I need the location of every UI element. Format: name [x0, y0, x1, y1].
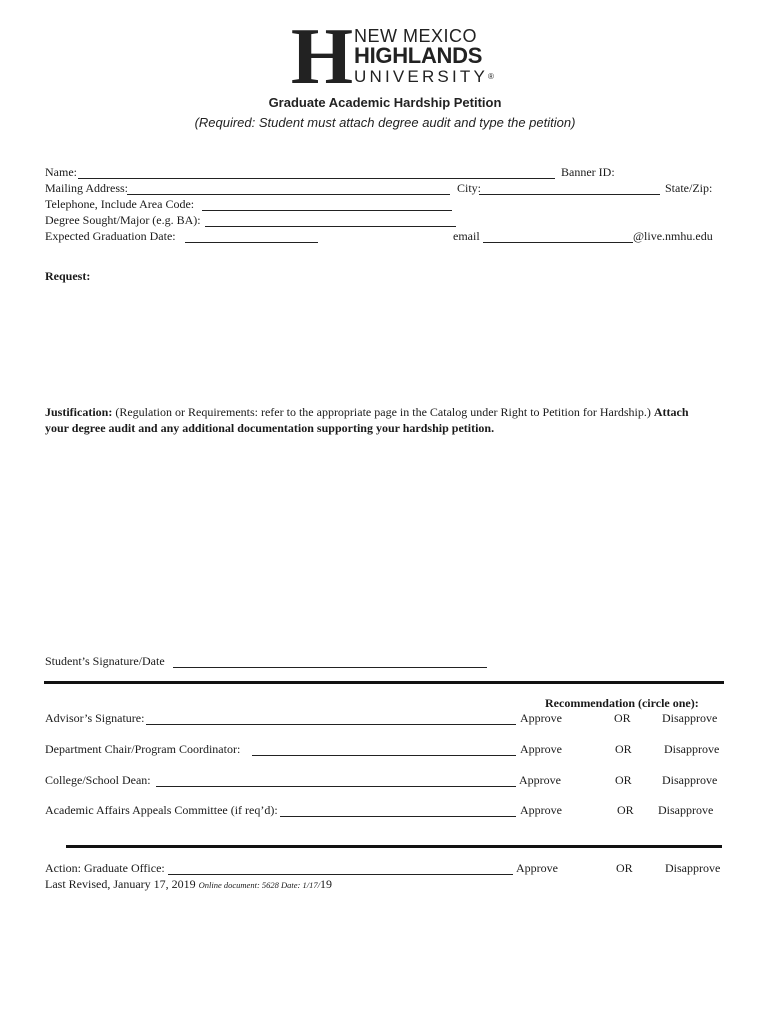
degree-label: Degree Sought/Major (e.g. BA):: [45, 213, 201, 227]
recommendation-header: Recommendation (circle one):: [545, 696, 699, 710]
footer: [45, 877, 332, 892]
justification-attach: Attach: [653, 405, 689, 419]
or-text: OR: [615, 742, 632, 756]
disapprove-option[interactable]: Disapprove: [658, 803, 714, 817]
disapprove-option[interactable]: Disapprove: [662, 711, 718, 725]
section-divider: [44, 681, 724, 684]
name-label: Name:: [45, 165, 77, 179]
logo-line-3: [354, 68, 494, 85]
approval-label: Advisor’s Signature:: [45, 711, 145, 725]
online-document: Online document: 5628 Date: 1/17/: [198, 880, 320, 890]
logo-initial: H: [290, 13, 352, 101]
last-revised: Last Revised, January 17, 2019: [45, 877, 196, 891]
mailing-address-field[interactable]: [127, 194, 450, 195]
degree-field[interactable]: [205, 226, 456, 227]
approve-option[interactable]: Approve: [516, 861, 558, 875]
student-signature-field[interactable]: [173, 667, 487, 668]
justification-label: Justification:: [45, 405, 113, 419]
form-subtitle: (Required: Student must attach degree audit and type the petition): [194, 115, 576, 130]
disapprove-option[interactable]: Disapprove: [662, 773, 718, 787]
request-label: Request:: [45, 269, 91, 283]
form-title: Graduate Academic Hardship Petition: [268, 95, 502, 110]
advisor-signature-field[interactable]: [146, 724, 516, 725]
department-chair-signature-field[interactable]: [252, 755, 516, 756]
name-field[interactable]: [78, 178, 555, 179]
approval-label: Academic Affairs Appeals Committee (if req’d):: [45, 803, 278, 817]
appeals-committee-signature-field[interactable]: [280, 816, 516, 817]
state-zip-label: State/Zip:: [665, 181, 713, 195]
disapprove-option[interactable]: Disapprove: [665, 861, 721, 875]
action-label: Action: Graduate Office:: [45, 861, 165, 875]
graduate-office-signature-field[interactable]: [168, 874, 513, 875]
or-text: OR: [614, 711, 631, 725]
approve-option[interactable]: Approve: [520, 742, 562, 756]
approve-option[interactable]: Approve: [519, 773, 561, 787]
telephone-field[interactable]: [202, 210, 452, 211]
logo-registered-mark: ®: [488, 72, 494, 81]
email-domain: @live.nmhu.edu: [633, 229, 713, 243]
section-divider-2: [66, 845, 722, 848]
mailing-address-label: Mailing Address:: [45, 181, 128, 195]
city-field[interactable]: [479, 194, 660, 195]
graduation-date-field[interactable]: [185, 242, 318, 243]
or-text: OR: [617, 803, 634, 817]
or-text: OR: [616, 861, 633, 875]
approve-option[interactable]: Approve: [520, 803, 562, 817]
approve-option[interactable]: Approve: [520, 711, 562, 725]
dean-signature-field[interactable]: [156, 786, 516, 787]
disapprove-option[interactable]: Disapprove: [664, 742, 720, 756]
email-field[interactable]: [483, 242, 633, 243]
justification-line-2: your degree audit and any additional documentation supporting your hardship petition.: [45, 421, 495, 435]
logo-line-2: HIGHLANDS: [354, 43, 483, 68]
banner-id-label: Banner ID:: [561, 165, 615, 179]
city-label: City:: [457, 181, 482, 195]
approval-label: College/School Dean:: [45, 773, 151, 787]
logo-line-3-text: UNIVERSITY: [354, 67, 489, 86]
justification-text: (Regulation or Requirements: refer to the appropriate page in the Catalog under Right to Petition for Hardship.): [112, 405, 654, 419]
telephone-label: Telephone, Include Area Code:: [45, 197, 195, 211]
graduation-date-label: Expected Graduation Date:: [45, 229, 176, 243]
logo-line-1: NEW MEXICO: [354, 26, 478, 46]
approval-label: Department Chair/Program Coordinator:: [45, 742, 241, 756]
footer-year-tail: 19: [319, 877, 332, 891]
or-text: OR: [615, 773, 632, 787]
justification-line-1: [45, 405, 689, 420]
student-signature-label: Student’s Signature/Date: [45, 654, 165, 668]
email-label: email: [453, 229, 480, 243]
